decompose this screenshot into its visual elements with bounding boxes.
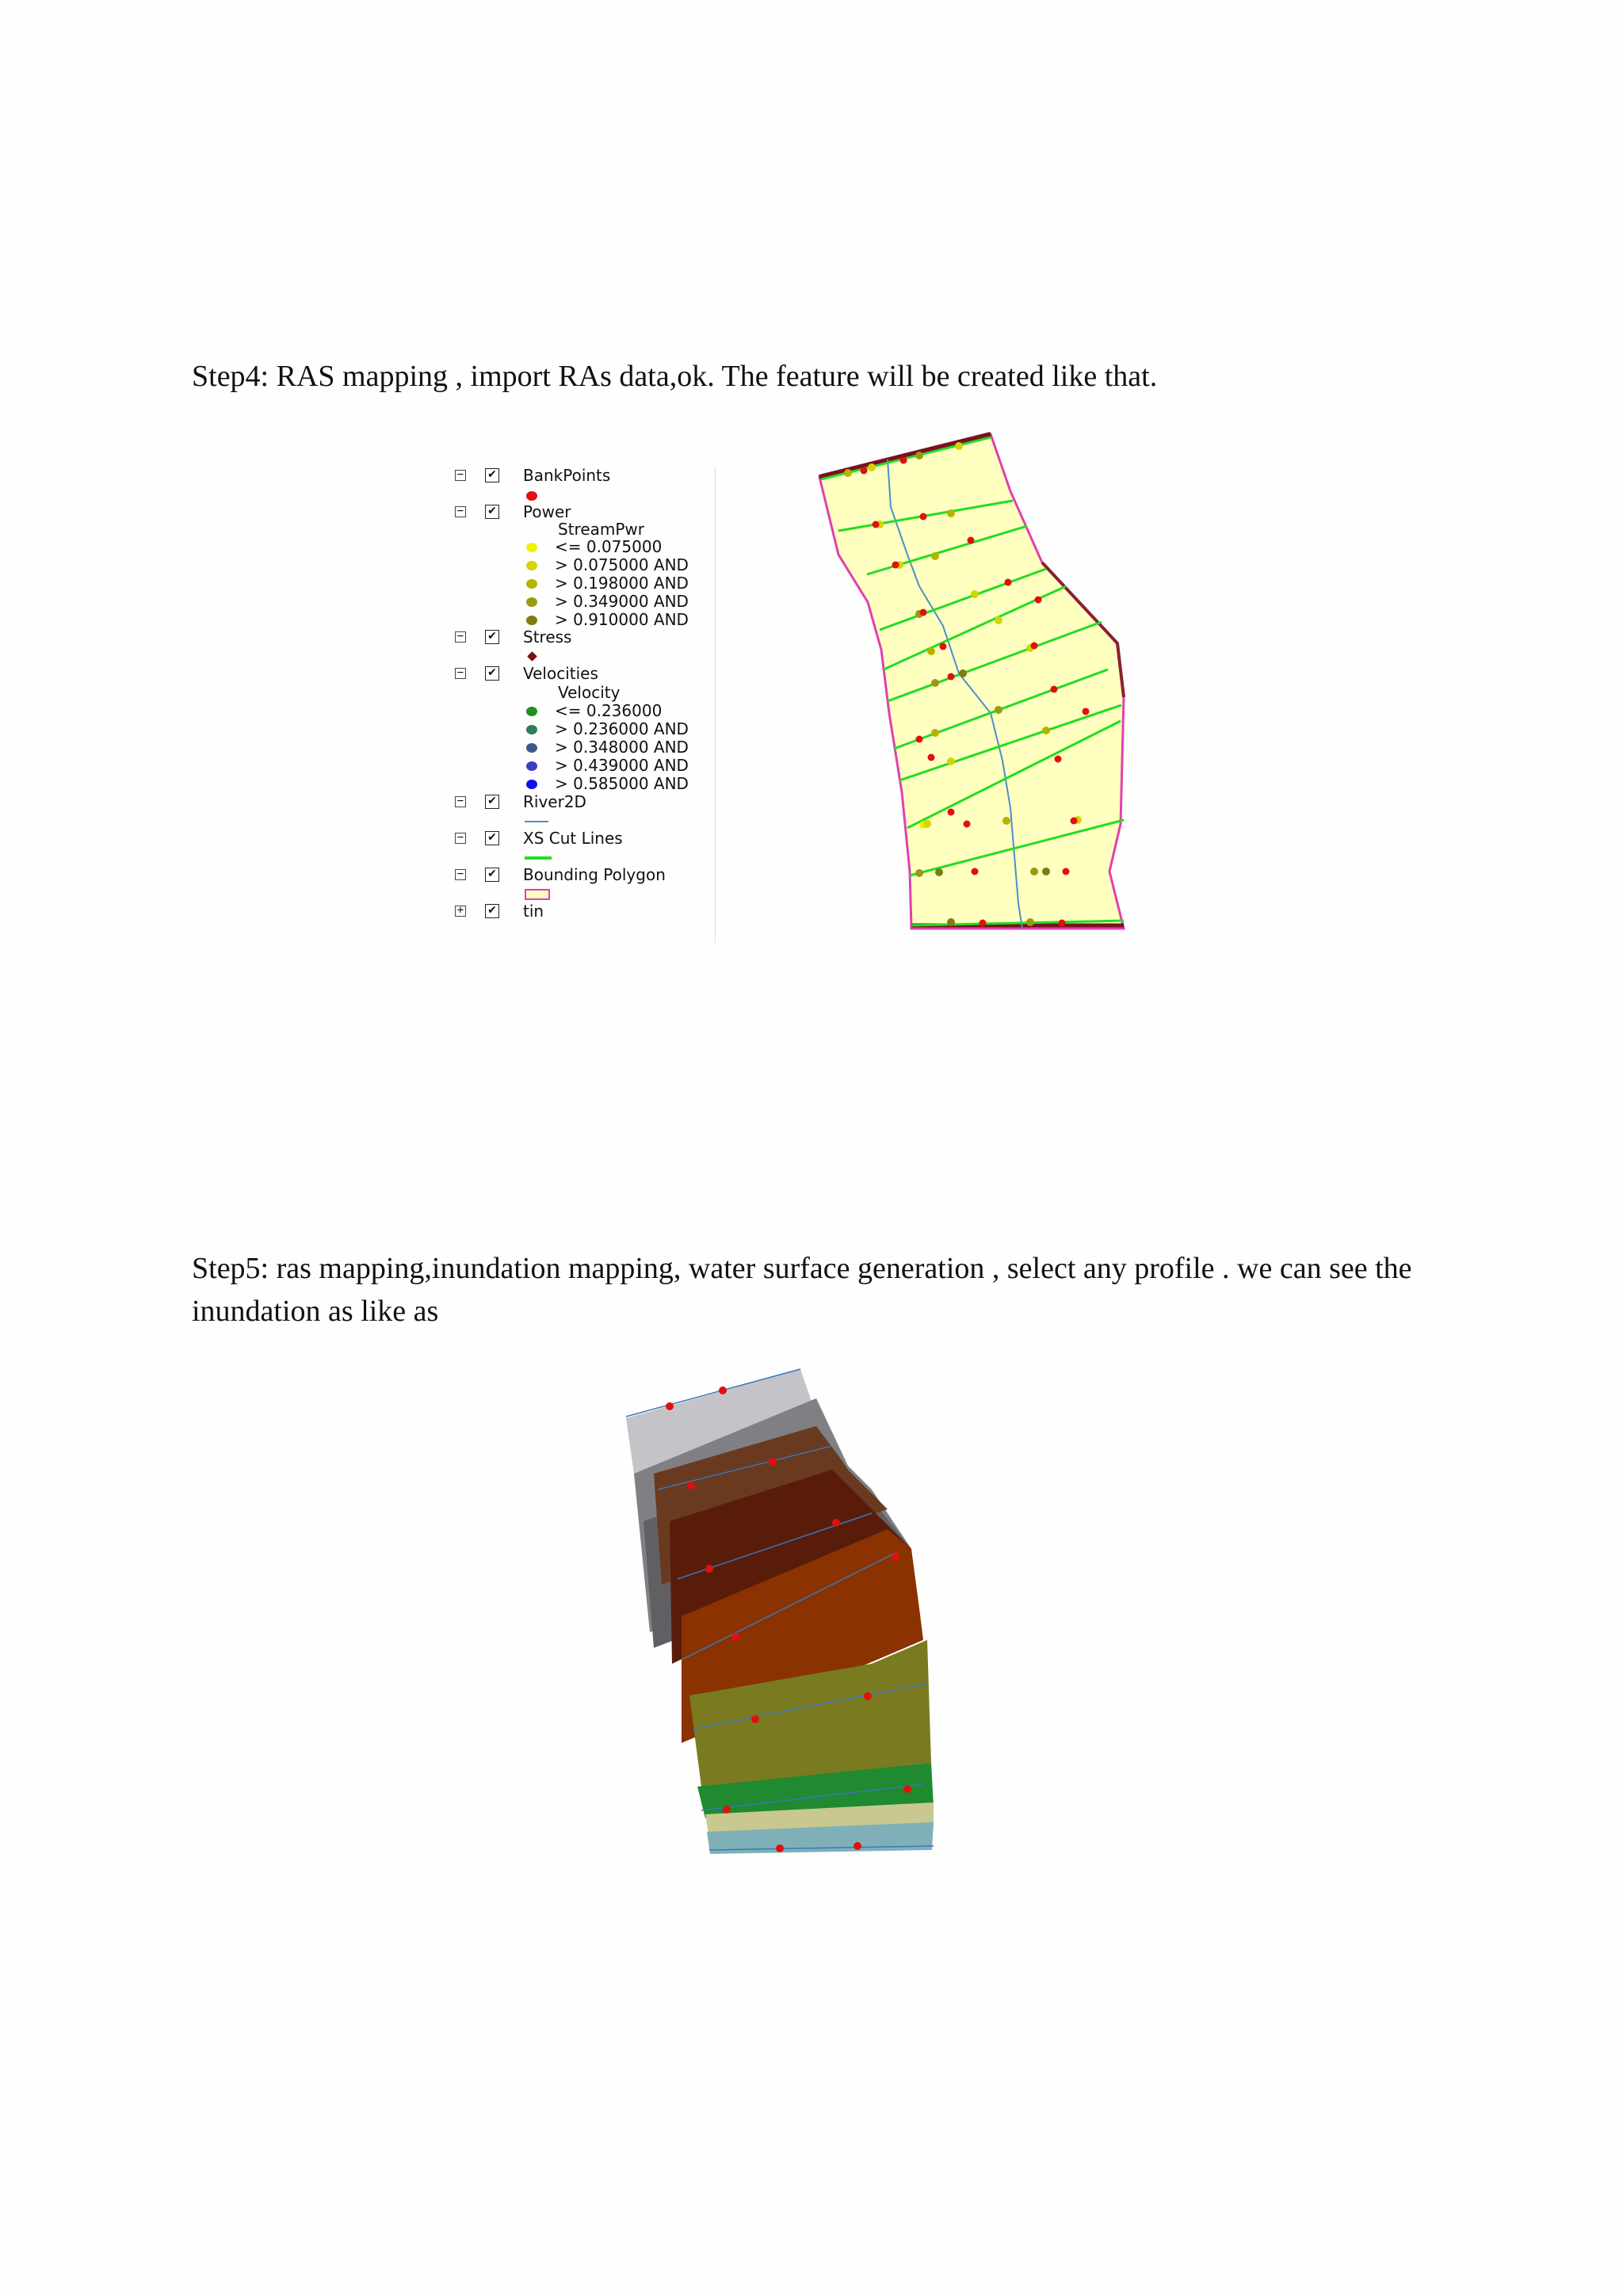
- layer-label: Power: [523, 502, 571, 521]
- collapse-icon[interactable]: −: [455, 833, 466, 844]
- velocity-class-label: <= 0.236000: [555, 701, 663, 720]
- collapse-icon[interactable]: −: [455, 796, 466, 807]
- stress-point-symbol: [527, 651, 537, 662]
- step5-text: Step5: ras mapping,inundation mapping, water surface generation , select any profile . we can see the inundation as like as: [192, 1252, 1412, 1328]
- power-class-label: > 0.198000 AND: [555, 574, 689, 593]
- river-line-symbol: [525, 821, 548, 822]
- xs-line-symbol: [525, 856, 552, 860]
- polygon-symbol: [525, 889, 550, 900]
- velocity-class-symbol: [526, 761, 537, 771]
- velocity-class-label: > 0.585000 AND: [555, 774, 689, 793]
- checkbox-icon[interactable]: ✔: [485, 630, 499, 644]
- layer-label: Stress: [523, 627, 572, 646]
- checkbox-icon[interactable]: ✔: [485, 831, 499, 845]
- inundation-map: [618, 1363, 951, 1862]
- layer-label: River2D: [523, 792, 586, 811]
- layer-label: tin: [523, 902, 544, 921]
- checkbox-icon[interactable]: ✔: [485, 795, 499, 809]
- power-class-label: > 0.075000 AND: [555, 555, 689, 574]
- expand-icon[interactable]: +: [455, 906, 466, 917]
- power-class-symbol: [526, 579, 537, 589]
- checkbox-icon[interactable]: ✔: [485, 904, 499, 918]
- power-class-symbol: [526, 561, 537, 570]
- layer-label: Velocities: [523, 664, 598, 683]
- power-class-label: <= 0.075000: [555, 537, 663, 556]
- velocity-class-symbol: [526, 707, 537, 716]
- river-plan-map: [808, 428, 1157, 935]
- step4-text: Step4: RAS mapping , import RAs data,ok. The feature will be created like that.: [192, 360, 1158, 393]
- power-class-label: > 0.349000 AND: [555, 592, 689, 611]
- collapse-icon[interactable]: −: [455, 631, 466, 643]
- layer-label: BankPoints: [523, 466, 611, 485]
- checkbox-icon[interactable]: ✔: [485, 468, 499, 482]
- power-class-symbol: [526, 597, 537, 607]
- checkbox-icon[interactable]: ✔: [485, 868, 499, 882]
- checkbox-icon[interactable]: ✔: [485, 505, 499, 519]
- velocity-class-label: > 0.236000 AND: [555, 719, 689, 738]
- power-field-name: StreamPwr: [558, 520, 645, 539]
- bank-point-symbol: [526, 491, 537, 501]
- collapse-icon[interactable]: −: [455, 668, 466, 679]
- velocity-field-name: Velocity: [558, 683, 621, 702]
- layer-label: XS Cut Lines: [523, 829, 623, 848]
- collapse-icon[interactable]: −: [455, 506, 466, 517]
- power-class-symbol: [526, 543, 537, 552]
- power-class-label: > 0.910000 AND: [555, 610, 689, 629]
- velocity-class-symbol: [526, 780, 537, 789]
- velocity-class-symbol: [526, 743, 537, 753]
- velocity-class-symbol: [526, 725, 537, 734]
- power-class-symbol: [526, 616, 537, 625]
- collapse-icon[interactable]: −: [455, 869, 466, 880]
- checkbox-icon[interactable]: ✔: [485, 666, 499, 681]
- velocity-class-label: > 0.348000 AND: [555, 738, 689, 757]
- layer-label: Bounding Polygon: [523, 865, 666, 884]
- velocity-class-label: > 0.439000 AND: [555, 756, 689, 775]
- collapse-icon[interactable]: −: [455, 470, 466, 481]
- table-of-contents: [452, 467, 716, 943]
